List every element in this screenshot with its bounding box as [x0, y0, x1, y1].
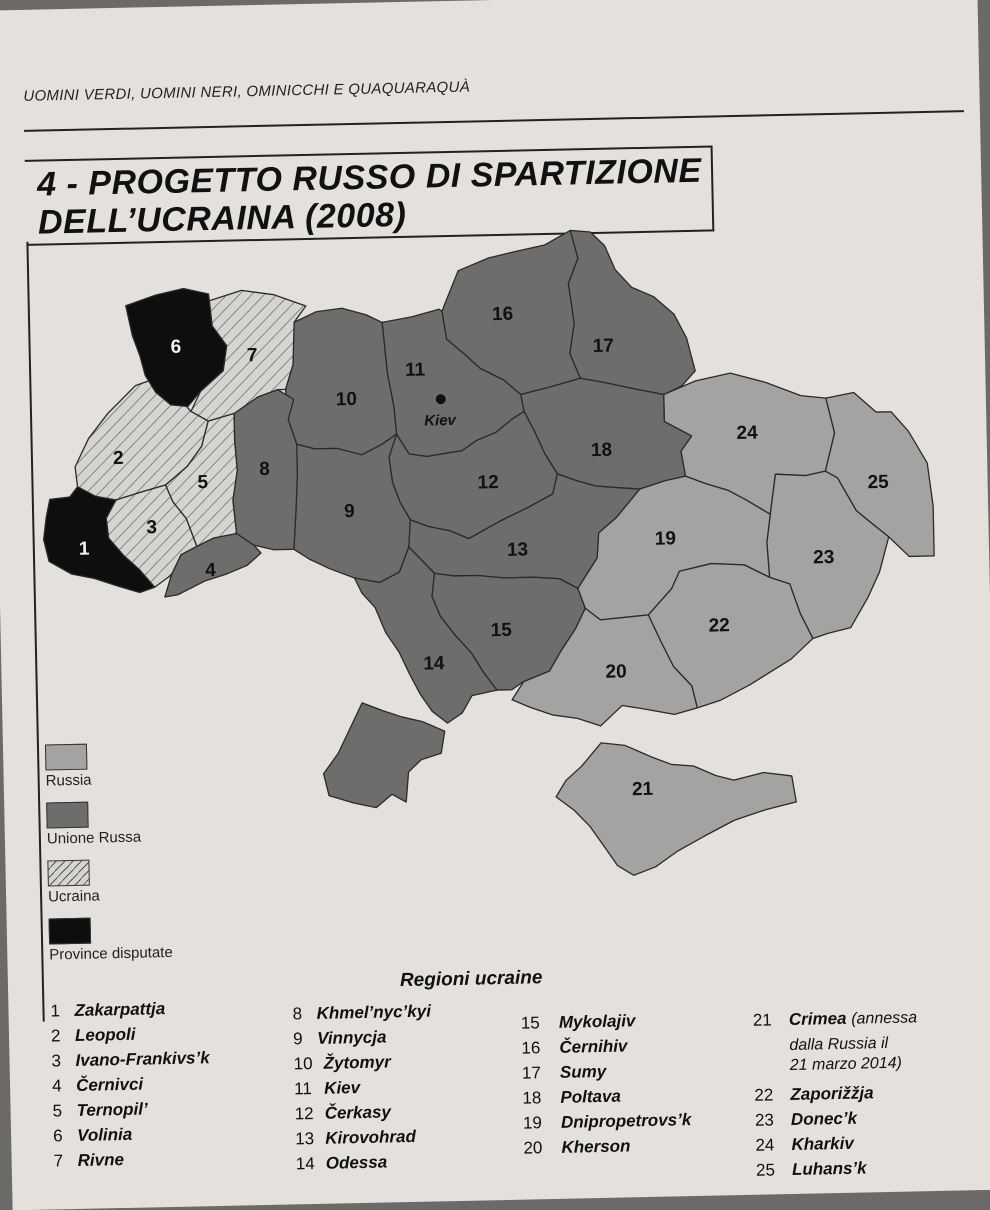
- region-list-name: Zakarpattja: [74, 999, 166, 1020]
- list-item: [754, 1082, 919, 1110]
- region-list-number: 12: [294, 1104, 314, 1124]
- legend-label-disputate: Province disputate: [49, 943, 173, 964]
- list-item: [51, 1023, 210, 1051]
- list-item: [52, 1098, 211, 1126]
- region-number-1: 1: [78, 538, 90, 560]
- region-list-name: Donec’k: [790, 1108, 858, 1130]
- title-line-2: DELL’UCRAINA (2008): [37, 195, 407, 242]
- region-list-number: 21: [752, 1010, 772, 1030]
- running-head: UOMINI VERDI, UOMINI NERI, OMINICCHI E QUAQUARAQUÀ: [23, 78, 471, 105]
- regions-title: Regioni ucraine: [399, 967, 543, 992]
- region-list-name: Černivci: [75, 1074, 144, 1095]
- region-list-number: 24: [755, 1135, 775, 1155]
- legend-label-russia: Russia: [45, 771, 92, 790]
- list-item: [292, 1002, 431, 1030]
- region-list-name: Dnipropetrovs’k: [560, 1110, 692, 1132]
- region-list-name: Čerkasy: [324, 1102, 392, 1123]
- region-number-15: 15: [490, 619, 512, 642]
- region-number-10: 10: [335, 388, 358, 411]
- region-list-name: Kherson: [561, 1136, 631, 1157]
- region-list-name: Kiev: [323, 1078, 361, 1098]
- region-14-south: [322, 701, 446, 809]
- region-list-number: 5: [52, 1101, 63, 1121]
- region-list-name: Mykolajiv: [558, 1011, 636, 1032]
- list-item: [293, 1027, 432, 1055]
- region-number-16: 16: [491, 303, 514, 326]
- legend-label-ucraina: Ucraina: [47, 887, 100, 906]
- region-list-name: Luhans’k: [791, 1158, 867, 1180]
- region-list-number: 1: [50, 1001, 61, 1021]
- list-item: [293, 1052, 432, 1080]
- list-item: [52, 1073, 211, 1101]
- region-list-number: 13: [295, 1129, 315, 1149]
- region-list-number: 11: [293, 1079, 313, 1099]
- region-list-name: Kirovohrad: [325, 1126, 417, 1148]
- region-number-18: 18: [590, 439, 613, 462]
- region-list-name: Rivne: [77, 1150, 125, 1170]
- list-item: [294, 1077, 433, 1105]
- region-number-12: 12: [477, 472, 499, 494]
- region-list-number: 14: [295, 1154, 315, 1174]
- region-list-name: Zaporižžja: [790, 1083, 874, 1105]
- list-item: [523, 1110, 692, 1139]
- region-list-name: Ternopil’: [76, 1099, 148, 1120]
- region-list-name: Khmel’nyc’kyi: [316, 1001, 432, 1023]
- region-number-23: 23: [812, 546, 835, 569]
- list-item: [296, 1152, 435, 1180]
- list-item: [521, 1010, 690, 1039]
- region-list-name: Volinia: [76, 1124, 133, 1145]
- region-list-name: Crimea: [788, 1008, 847, 1030]
- region-list-number: 22: [754, 1085, 774, 1105]
- region-list-number: 2: [50, 1026, 61, 1046]
- list-item: [755, 1132, 920, 1160]
- region-number-2: 2: [112, 447, 124, 470]
- region-number-17: 17: [592, 335, 615, 358]
- region-number-21: 21: [631, 778, 654, 801]
- region-list-note: 21 marzo 2014): [789, 1054, 903, 1075]
- list-item: [50, 998, 209, 1026]
- region-list-number: 8: [292, 1004, 303, 1024]
- list-item: [755, 1107, 920, 1135]
- region-number-6: 6: [170, 336, 182, 358]
- kiev-city-label: Kiev: [424, 411, 457, 430]
- region-list-name: Leopoli: [74, 1024, 136, 1045]
- list-item: [51, 1048, 210, 1076]
- list-item: [295, 1102, 434, 1130]
- region-number-3: 3: [146, 517, 158, 539]
- region-list-name: Odessa: [325, 1152, 388, 1173]
- region-list-number: 10: [293, 1054, 313, 1074]
- region-17: [567, 228, 695, 397]
- region-number-20: 20: [605, 661, 627, 683]
- region-list-number: 17: [521, 1063, 542, 1083]
- region-number-7: 7: [246, 345, 258, 367]
- list-item: [53, 1123, 212, 1151]
- region-21: [555, 739, 798, 877]
- list-item: [522, 1085, 691, 1114]
- region-list-name: Žytomyr: [323, 1052, 391, 1073]
- list-item: [753, 1007, 918, 1035]
- regions-column-4: [753, 1007, 921, 1185]
- region-number-24: 24: [736, 422, 758, 445]
- region-list-number: 3: [51, 1051, 62, 1071]
- legend-swatch-disputate: [49, 918, 92, 945]
- regions-column-1: [50, 998, 212, 1176]
- legend-swatch-unione-russa: [46, 802, 89, 829]
- regions-column-3: [521, 1010, 692, 1163]
- region-number-22: 22: [708, 615, 730, 637]
- region-list-number: 4: [51, 1076, 62, 1096]
- list-item: [53, 1148, 212, 1176]
- region-list-note: (annessa: [851, 1009, 918, 1028]
- legend-label-unione-russa: Unione Russa: [46, 828, 142, 848]
- region-list-number: 18: [522, 1088, 542, 1108]
- region-list-number: 15: [520, 1013, 540, 1033]
- region-number-14: 14: [423, 653, 445, 675]
- region-number-4: 4: [205, 559, 217, 582]
- region-list-number: 7: [53, 1151, 64, 1171]
- legend-swatch-russia: [45, 744, 88, 771]
- region-list-number: 25: [755, 1160, 776, 1180]
- regions-column-2: [292, 1002, 434, 1180]
- list-item: [521, 1035, 690, 1064]
- region-list-number: 16: [521, 1038, 541, 1058]
- region-list-number: 9: [292, 1029, 303, 1049]
- region-number-11: 11: [404, 359, 426, 381]
- region-list-number: 20: [523, 1138, 543, 1158]
- region-number-9: 9: [343, 501, 355, 523]
- list-item: [523, 1135, 692, 1164]
- list-item: [756, 1157, 921, 1185]
- title-line-1: 4 - PROGETTO RUSSO DI SPARTIZIONE: [36, 151, 702, 204]
- region-number-8: 8: [258, 458, 271, 481]
- list-item: [522, 1060, 691, 1089]
- list-item: [295, 1127, 434, 1155]
- region-number-13: 13: [506, 539, 529, 561]
- region-list-name: Poltava: [560, 1086, 622, 1107]
- region-list-note: dalla Russia il: [789, 1034, 889, 1055]
- region-list-number: 19: [522, 1113, 543, 1133]
- region-list-name: Černihiv: [559, 1036, 628, 1057]
- region-number-25: 25: [867, 471, 889, 494]
- region-list-name: Ivano-Frankivs’k: [75, 1048, 210, 1070]
- region-list-number: 23: [754, 1110, 775, 1130]
- legend-swatch-ucraina: [47, 860, 90, 887]
- list-item-note: [754, 1052, 919, 1085]
- region-10: [284, 307, 397, 456]
- region-number-5: 5: [197, 472, 209, 494]
- region-list-name: Vinnycja: [316, 1027, 387, 1048]
- region-list-number: 6: [52, 1126, 63, 1146]
- region-number-19: 19: [654, 528, 677, 550]
- region-list-name: Sumy: [559, 1061, 607, 1082]
- region-list-name: Kharkiv: [791, 1133, 855, 1155]
